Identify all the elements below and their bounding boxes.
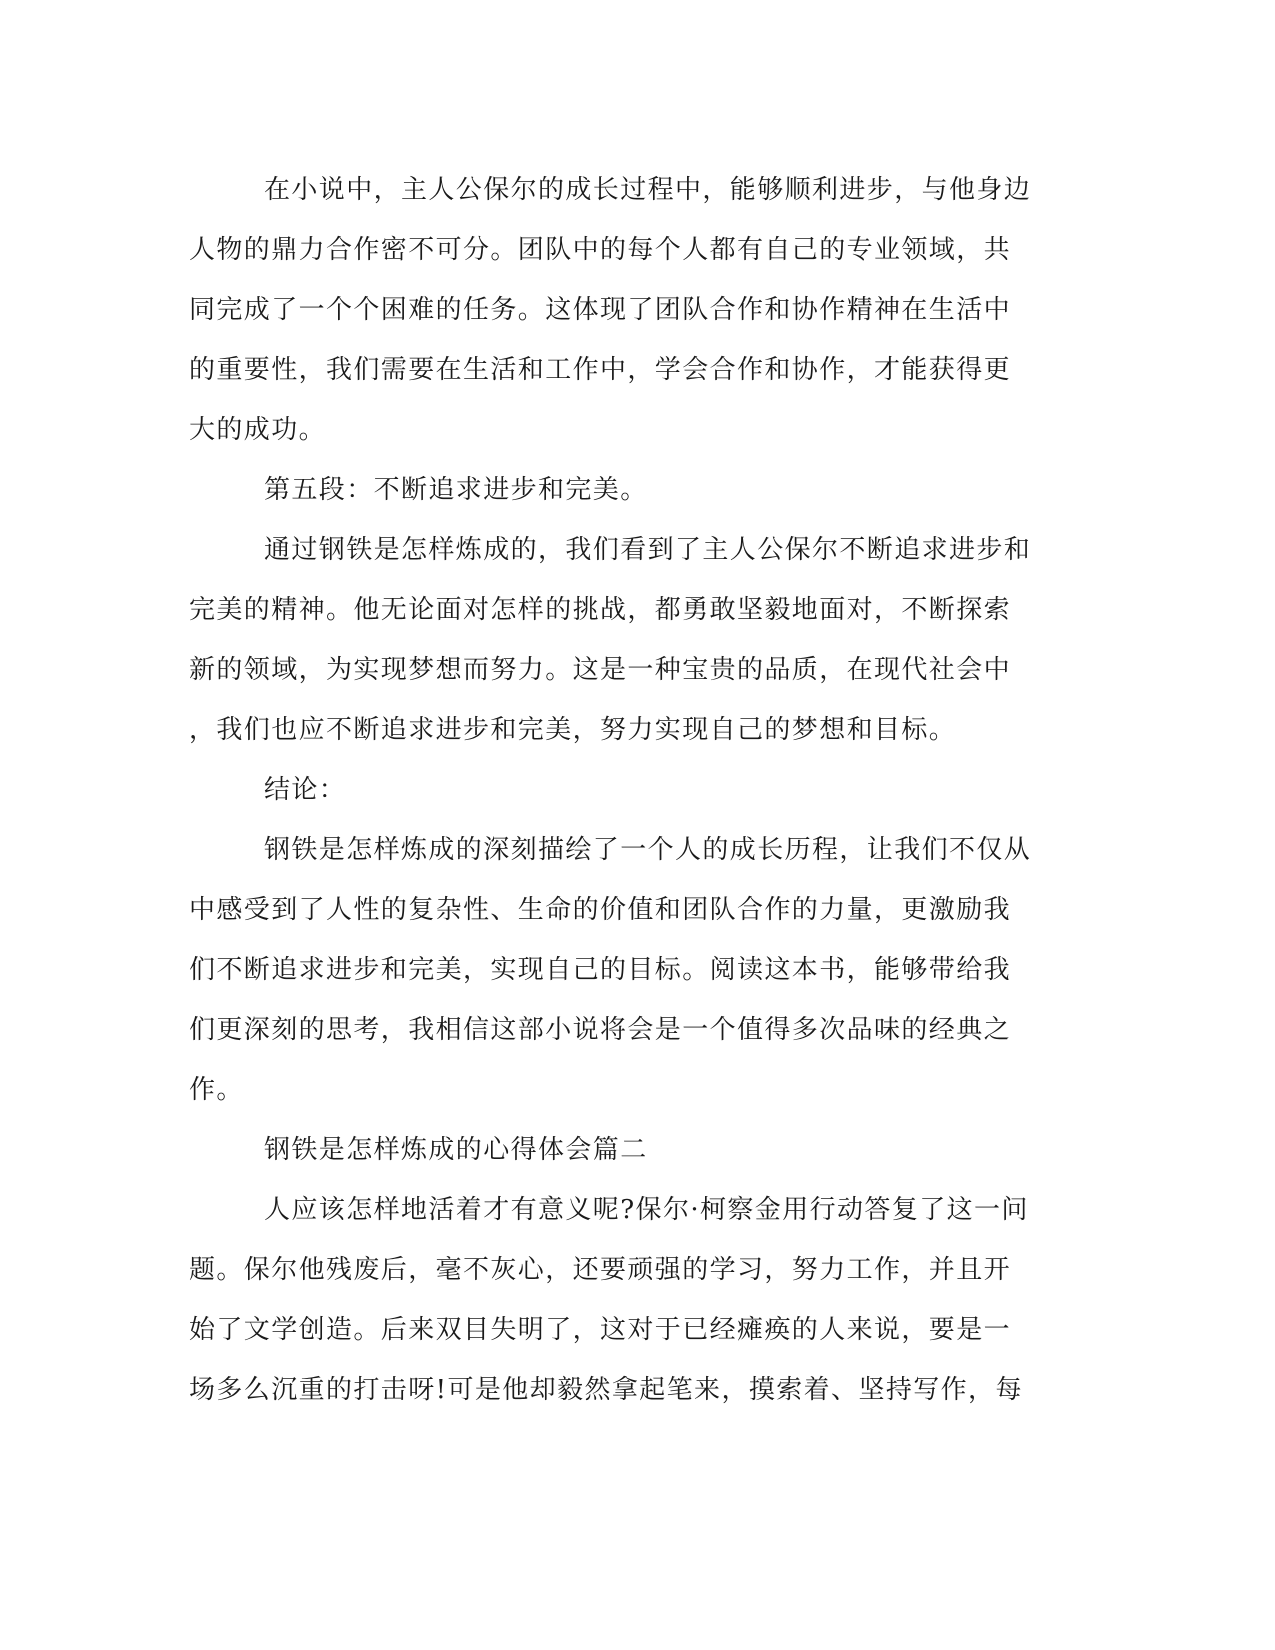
- text-line: 们不断追求进步和完美，实现自己的目标。阅读这本书，能够带给我: [189, 955, 1012, 985]
- text-line: 题。保尔他残废后，毫不灰心，还要顽强的学习，努力工作，并且开: [189, 1255, 1012, 1285]
- section-heading: 第五段：不断追求进步和完美。: [264, 475, 648, 505]
- text-line: 的重要性，我们需要在生活和工作中，学会合作和协作，才能获得更: [189, 355, 1012, 385]
- text-line: 们更深刻的思考，我相信这部小说将会是一个值得多次品味的经典之: [189, 1015, 1012, 1045]
- text-line: 始了文学创造。后来双目失明了，这对于已经瘫痪的人来说，要是一: [189, 1315, 1012, 1345]
- text-line: 新的领域，为实现梦想而努力。这是一种宝贵的品质，在现代社会中: [189, 655, 1012, 685]
- text-line: ，我们也应不断追求进步和完美，努力实现自己的梦想和目标。: [189, 715, 957, 745]
- text-line: 完美的精神。他无论面对怎样的挑战，都勇敢坚毅地面对，不断探索: [189, 595, 1012, 625]
- text-line: 大的成功。: [189, 415, 327, 445]
- text-line: 在小说中，主人公保尔的成长过程中，能够顺利进步，与他身边: [264, 175, 1032, 205]
- text-line: 通过钢铁是怎样炼成的，我们看到了主人公保尔不断追求进步和: [264, 535, 1032, 565]
- text-line: 作。: [189, 1075, 244, 1105]
- text-line: 场多么沉重的打击呀!可是他却毅然拿起笔来，摸索着、坚持写作，每: [189, 1375, 1023, 1405]
- text-line: 人应该怎样地活着才有意义呢?保尔·柯察金用行动答复了这一问: [264, 1195, 1029, 1225]
- text-line: 人物的鼎力合作密不可分。团队中的每个人都有自己的专业领域，共: [189, 235, 1012, 265]
- text-line: 钢铁是怎样炼成的深刻描绘了一个人的成长历程，让我们不仅从: [264, 835, 1032, 865]
- text-line: 同完成了一个个困难的任务。这体现了团队合作和协作精神在生活中: [189, 295, 1012, 325]
- section-heading: 结论：: [264, 775, 347, 805]
- text-line: 中感受到了人性的复杂性、生命的价值和团队合作的力量，更激励我: [189, 895, 1012, 925]
- section-heading: 钢铁是怎样炼成的心得体会篇二: [264, 1135, 648, 1165]
